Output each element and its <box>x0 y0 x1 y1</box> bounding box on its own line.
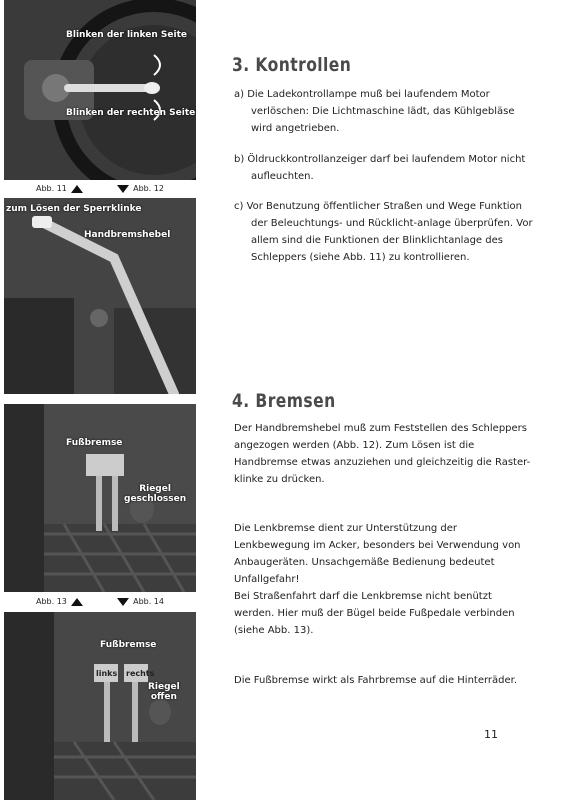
section-title-brakes: 4. Bremsen <box>232 390 336 412</box>
label-blink-right: Blinken der rechten Seite <box>66 108 196 118</box>
arrow-up-icon <box>71 598 83 606</box>
arrow-down-icon <box>117 185 129 193</box>
page-number: 11 <box>484 728 498 741</box>
arrow-up-icon <box>71 185 83 193</box>
caption-row-2 <box>4 595 196 609</box>
photo-foot-brake-locked <box>4 404 196 592</box>
photo-foot-brake-open <box>4 612 196 800</box>
label-left: links <box>96 669 118 678</box>
paragraph-4-3: Die Fußbremse wirkt als Fahrbremse auf die Hinterräder. <box>234 675 518 686</box>
label-blink-left: Blinken der linken Seite <box>66 30 187 40</box>
label-latch-open: Riegel offen <box>148 682 180 702</box>
paragraph-3a: a) Die Ladekontrollampe muß bei laufendem Motor verlöschen: Die Lichtmaschine lädt, das Kühlgebläse wird angetrieben. <box>234 89 515 134</box>
photo-hand-brake-lever <box>4 198 196 394</box>
paragraph-4-1: Der Handbremshebel muß zum Feststellen des Schleppers angezogen werden (Abb. 12). Zum Lösen ist die Handbremse etwas anzuziehen und gleichzeitig die Raster-klinke zu drücken. <box>234 423 531 485</box>
caption-abb-13: Abb. 13 <box>36 597 67 606</box>
caption-abb-14: Abb. 14 <box>133 597 164 606</box>
arrow-down-icon <box>117 598 129 606</box>
paragraph-3c: c) Vor Benutzung öffentlicher Straßen und Wege Funktion der Beleuchtungs- und Rücklicht-anlage überprüfen. Vor allem sind die Funktionen der Blinklichtanlage des Schleppers (siehe Abb. 11) zu kontrollieren. <box>234 201 533 263</box>
caption-abb-11: Abb. 11 <box>36 184 67 193</box>
photo-indicator-switch <box>4 0 196 180</box>
paragraph-4-2: Die Lenkbremse dient zur Unterstützung der Lenkbewegung im Acker, besonders bei Verwendung von Anbaugeräten. Unsachgemäße Bedienung bedeutet Unfallgefahr! Bei Straßenfahrt darf die Lenkbremse nicht benützt werden. Hier muß der Bügel beide Fußpedale verbinden (siehe Abb. 13). <box>234 523 521 636</box>
label-right: rechts <box>126 669 155 678</box>
label-latch-closed: Riegel geschlossen <box>124 484 187 504</box>
caption-row-1 <box>4 182 196 196</box>
section-title-controls: 3. Kontrollen <box>232 54 352 76</box>
label-release-pawl: zum Lösen der Sperrklinke <box>6 204 142 214</box>
label-foot-brake: Fußbremse <box>66 438 123 448</box>
caption-abb-12: Abb. 12 <box>133 184 164 193</box>
paragraph-3b: b) Öldruckkontrollanzeiger darf bei laufendem Motor nicht aufleuchten. <box>234 154 526 182</box>
label-foot-brake: Fußbremse <box>100 640 157 650</box>
label-hand-brake-lever: Handbremshebel <box>84 230 171 240</box>
